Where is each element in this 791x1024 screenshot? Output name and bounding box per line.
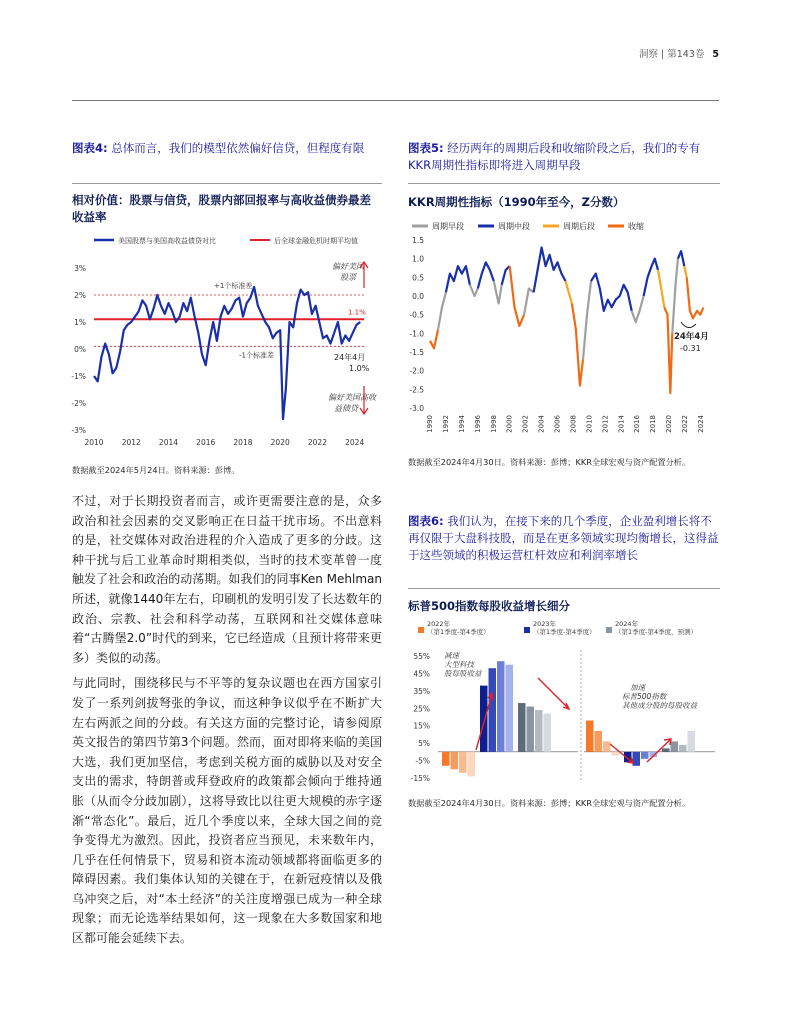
fig6-y-tick: 35% bbox=[413, 686, 430, 696]
fig4-x-tick: 2010 bbox=[84, 438, 104, 447]
fig5-segment-early bbox=[632, 296, 644, 322]
fig4-caption bbox=[72, 140, 382, 157]
fig5-segment-mid bbox=[446, 266, 470, 292]
fig6-legend-swatch bbox=[418, 627, 424, 633]
fig4-x-tick: 2024 bbox=[345, 438, 365, 447]
fig6-caption bbox=[408, 513, 720, 564]
fig6-right-annotation-line: 加速 bbox=[630, 683, 645, 692]
fig4-x-tick: 2020 bbox=[270, 438, 290, 447]
fig4-x-tick: 2012 bbox=[121, 438, 141, 447]
fig5-segment-late bbox=[566, 281, 572, 303]
fig5-caption-text: 经历两年的周期后段和收缩阶段之后，我们的专有KKR周期性指标即将进入周期早段 bbox=[408, 141, 701, 172]
fig5-x-tick: 2020 bbox=[665, 415, 674, 433]
fig4-x-tick: 2018 bbox=[233, 438, 253, 447]
fig6-bar bbox=[459, 752, 467, 773]
fig6-y-tick: 25% bbox=[413, 704, 430, 714]
fig4-legend bbox=[94, 236, 358, 245]
fig5-legend-item: 周期中段 bbox=[498, 222, 530, 231]
fig5-legend-item: 周期早段 bbox=[432, 222, 464, 231]
fig4-legend-avg: 后全球金融危机时期平均值 bbox=[274, 237, 358, 245]
fig5-segment-mid bbox=[678, 251, 684, 266]
fig5-x-tick: 2022 bbox=[681, 415, 690, 433]
fig5-segment-mid bbox=[591, 274, 632, 311]
fig5-segment-mid bbox=[502, 266, 510, 285]
fig4-up-arrow bbox=[360, 262, 368, 288]
fig6-bar bbox=[506, 665, 514, 752]
fig4-favor-equity-label bbox=[332, 262, 366, 282]
fig5-label: 图表5: bbox=[408, 141, 444, 155]
fig5-x-tick: 2014 bbox=[617, 415, 626, 433]
fig6-left-annotation-line: 大型科技 bbox=[444, 660, 474, 669]
running-title: 洞察 | 第143卷 bbox=[639, 49, 705, 60]
fig5-last-value: -0.31 bbox=[680, 344, 701, 353]
fig5-y-tick: -1.0 bbox=[409, 329, 424, 339]
fig4-favor-equity-line: 偏好美国 bbox=[332, 262, 364, 271]
fig6-right-annotation bbox=[622, 683, 698, 710]
fig6-source: 数据截至2024年4月30日。资料来源：彭博；KKR全球宏观与资产配置分析。 bbox=[408, 798, 691, 808]
fig6-bar bbox=[451, 752, 459, 769]
fig4-title: 相对价值：股票与信贷，股票内部回报率与高收益债券最差收益率 bbox=[72, 193, 371, 224]
fig6-bar bbox=[442, 752, 450, 766]
fig6-bar bbox=[544, 714, 552, 752]
fig4-x-tick: 2014 bbox=[158, 438, 179, 447]
fig6-bar bbox=[480, 686, 488, 752]
fig6-legend-period: （第1季度-第4季度） bbox=[427, 628, 490, 636]
fig4-minus-sd-label: -1个标准差 bbox=[239, 351, 274, 360]
fig6-bar bbox=[535, 710, 543, 752]
fig6-legend-swatch bbox=[606, 627, 612, 633]
fig6-legend-swatch bbox=[524, 627, 530, 633]
fig4-last-label: 24年4月 bbox=[334, 353, 366, 362]
fig6-bar bbox=[671, 741, 679, 751]
fig5-x-tick: 1992 bbox=[441, 415, 450, 433]
fig6-bar bbox=[612, 752, 620, 755]
fig4-avg-label: 1.1% bbox=[348, 308, 366, 317]
fig4-favor-credit-line: 偏好美国高收 bbox=[328, 393, 376, 402]
fig5-segment-contraction bbox=[687, 277, 704, 318]
fig5-x-tick: 2002 bbox=[521, 415, 530, 433]
fig6-y-tick: 45% bbox=[413, 669, 430, 679]
fig4-label: 图表4: bbox=[72, 141, 108, 155]
fig5-x-tick: 1990 bbox=[426, 415, 434, 433]
fig6-left-arrow-down bbox=[538, 678, 569, 709]
fig6-separator bbox=[408, 588, 720, 589]
fig5-title: KKR周期性指标（1990年至今，Z分数） bbox=[408, 195, 625, 209]
fig4-series-line bbox=[94, 287, 360, 419]
fig6-bar bbox=[518, 703, 526, 752]
fig5-x-tick: 1994 bbox=[457, 415, 466, 433]
fig5-x-tick: 2016 bbox=[633, 415, 642, 433]
fig6-bar bbox=[497, 661, 505, 752]
fig5-segment-early bbox=[524, 289, 534, 315]
fig4-x-tick: 2016 bbox=[196, 438, 216, 447]
fig5-source: 数据截至2024年4月30日。资料来源：彭博；KKR全球宏观与资产配置分析。 bbox=[408, 457, 691, 467]
header-rule bbox=[72, 100, 719, 101]
fig6-legend-year: 2022年 bbox=[427, 620, 451, 628]
fig6-bar bbox=[586, 720, 594, 751]
fig5-segment-early bbox=[583, 281, 591, 359]
fig6-bar bbox=[679, 745, 687, 752]
fig6-y-tick: -15% bbox=[410, 774, 430, 783]
fig5-y-tick: -2.5 bbox=[409, 385, 424, 395]
fig5-callout-arrow bbox=[681, 322, 696, 328]
fig5-x-tick: 1996 bbox=[473, 415, 482, 433]
fig4-favor-equity-line: 股票 bbox=[340, 273, 356, 282]
fig6-label: 图表6: bbox=[408, 514, 444, 528]
fig5-segment-late bbox=[684, 266, 686, 277]
body-text bbox=[72, 492, 382, 955]
fig5-x-tick: 2004 bbox=[537, 415, 546, 433]
fig4-y-tick: -2% bbox=[71, 399, 86, 408]
fig6-right-annotation-line: 其他成分股的每股收益 bbox=[622, 701, 697, 710]
fig5-segment-contraction bbox=[664, 307, 672, 393]
body-paragraph-1: 不过，对于长期投资者而言，或许更需要注意的是，众多政治和社会因素的交叉影响正在日益干扰市场。不出意料的是，社交媒体对政治进程的介入造成了更多的分歧。这种干扰与后工业革命时期相类似，当时的技术变革曾一度触发了社会和政治的动荡期。如我们的同事Ken Mehlman所述，就像1440年左右，印刷机的发明引发了长达数年的政治、宗教、社会和科学动荡，互联网和社交媒体意味着“古腾堡2.0”时代的到来，它已经造成（且预计将带来更多）类似的动荡。 bbox=[72, 494, 382, 665]
fig4-y-tick: -3% bbox=[71, 426, 86, 435]
fig4-favor-credit-line: 益债贷 bbox=[334, 404, 358, 413]
fig6-legend-item bbox=[427, 619, 490, 636]
fig5-caption bbox=[408, 140, 720, 174]
fig5-legend-item: 周期后段 bbox=[563, 222, 595, 231]
fig4-favor-credit-label bbox=[328, 393, 377, 413]
fig6-left-annotation-line: 减速 bbox=[444, 651, 459, 660]
fig5-y-tick: -0.5 bbox=[409, 310, 424, 320]
fig5-x-tick: 2008 bbox=[569, 415, 578, 433]
page-number: 5 bbox=[712, 49, 719, 60]
fig5-segment-early bbox=[672, 259, 678, 334]
fig5-last-label: 24年4月 bbox=[674, 332, 709, 342]
fig4-legend-series: 美国股票与美国高收益债贷对比 bbox=[118, 237, 216, 245]
fig6-left-annotation-line: 股每股收益 bbox=[444, 669, 482, 678]
fig4-plus-sd-label: +1个标准差 bbox=[214, 282, 253, 290]
fig5-x-tick: 2024 bbox=[697, 415, 706, 433]
fig6-bar bbox=[527, 707, 535, 752]
fig5-y-tick: 1.0 bbox=[412, 254, 424, 264]
fig5-separator bbox=[408, 183, 720, 184]
fig4-y-tick: -1% bbox=[71, 372, 86, 381]
fig5-segment-early bbox=[494, 281, 502, 303]
fig4-y-tick: 3% bbox=[74, 264, 86, 273]
fig4-chart bbox=[64, 228, 386, 454]
fig4-separator bbox=[72, 183, 382, 184]
fig6-bar bbox=[595, 731, 603, 752]
fig5-y-tick: -1.5 bbox=[409, 348, 424, 357]
fig5-x-tick: 2000 bbox=[505, 415, 514, 433]
fig6-y-tick: 5% bbox=[418, 739, 430, 749]
running-header bbox=[639, 46, 719, 60]
fig5-chart bbox=[400, 212, 722, 452]
fig6-legend-item bbox=[533, 619, 596, 636]
fig5-segment-late bbox=[658, 270, 664, 307]
fig5-segment-mid bbox=[478, 262, 494, 288]
fig4-caption-text: 总体而言，我们的模型依然偏好信贷，但程度有限 bbox=[107, 141, 365, 155]
fig5-y-tick: -3.0 bbox=[409, 404, 424, 413]
fig5-segment-mid bbox=[534, 248, 566, 293]
fig6-legend-period: （第1季度-第4季度） bbox=[533, 628, 596, 636]
fig6-legend-year: 2023年 bbox=[533, 620, 557, 628]
fig6-y-tick: -5% bbox=[415, 756, 430, 766]
fig6-legend-year: 2024年 bbox=[615, 620, 639, 628]
fig5-x-tick: 2006 bbox=[553, 415, 562, 433]
fig5-x-tick: 2010 bbox=[585, 415, 594, 433]
fig5-segment-contraction bbox=[510, 266, 524, 326]
fig5-segment-early bbox=[438, 292, 446, 329]
fig5-y-tick: 0.0 bbox=[412, 292, 424, 301]
fig5-segment-contraction bbox=[572, 304, 583, 386]
fig6-bar bbox=[688, 731, 696, 752]
fig6-bar bbox=[603, 741, 611, 751]
fig5-y-tick: 0.5 bbox=[412, 273, 424, 283]
fig6-legend-period: （第1季度-第4季度，预测） bbox=[615, 628, 698, 636]
fig6-bar bbox=[468, 752, 476, 776]
fig6-bar bbox=[662, 748, 670, 751]
fig4-y-tick: 1% bbox=[74, 318, 86, 327]
fig6-title: 标普500指数每股收益增长细分 bbox=[408, 599, 571, 613]
fig5-y-tick: 1.5 bbox=[412, 236, 424, 245]
fig6-y-tick: 15% bbox=[413, 721, 430, 731]
fig5-segment-early bbox=[470, 285, 478, 296]
fig6-y-tick: 55% bbox=[413, 652, 430, 661]
fig4-y-tick: 0% bbox=[74, 345, 86, 354]
fig5-segment-contraction bbox=[430, 330, 438, 349]
fig5-x-tick: 2012 bbox=[601, 415, 610, 433]
fig6-chart bbox=[400, 616, 722, 786]
fig4-x-tick: 2022 bbox=[307, 438, 327, 447]
fig5-y-tick: -2.0 bbox=[409, 366, 424, 376]
fig5-x-tick: 2018 bbox=[649, 415, 658, 433]
fig6-legend-item bbox=[615, 619, 697, 636]
fig5-segment-mid bbox=[644, 259, 658, 296]
fig6-bar bbox=[489, 668, 497, 752]
fig6-left-annotation bbox=[444, 651, 483, 678]
fig6-caption-text: 我们认为，在接下来的几个季度，企业盈利增长将不再仅限于大盘科技股，而是在更多领域实现均衡增长，这得益于这些领域的积极运营杠杆效应和利润率增长 bbox=[408, 514, 719, 562]
fig4-last-value: 1.0% bbox=[349, 364, 370, 373]
fig4-y-tick: 2% bbox=[74, 291, 86, 300]
fig5-legend-item: 收缩 bbox=[628, 222, 644, 231]
body-paragraph-2: 与此同时，围绕移民与不平等的复杂议题也在西方国家引发了一系列剑拔弩张的争议，而这种争议似乎在不断扩大左右两派之间的分歧。有关这方面的完整讨论，请参阅原英文报告的第四节第3个问题。然而，面对即将来临的美国大选，我们更加坚信，考虑到关税方面的威胁以及对安全支出的需求，特朗普或拜登政府的政策都会倾向于维持通胀（从而令分歧加剧），这将导致比以往更大规模的赤字逐渐“常态化”。最后，近几个季度以来，全球大国之间的竞争变得尤为激烈。因此，投资者应当预见，未来数年内，几乎在任何情景下，贸易和资本流动领域都将面临更多的障碍因素。我们集体认知的关键在于，在新冠疫情以及俄乌冲突之后，对“本土经济”的关注度增强已成为一种全球现象；而无论选举结果如何，这一现象在大多数国家和地区都可能会延续下去。 bbox=[72, 676, 382, 946]
fig6-right-annotation-line: 标普500指数 bbox=[622, 692, 667, 701]
fig6-bar bbox=[641, 752, 649, 759]
fig4-source: 数据截至2024年5月24日。资料来源：彭博。 bbox=[72, 465, 240, 475]
fig5-x-tick: 1998 bbox=[489, 415, 498, 433]
